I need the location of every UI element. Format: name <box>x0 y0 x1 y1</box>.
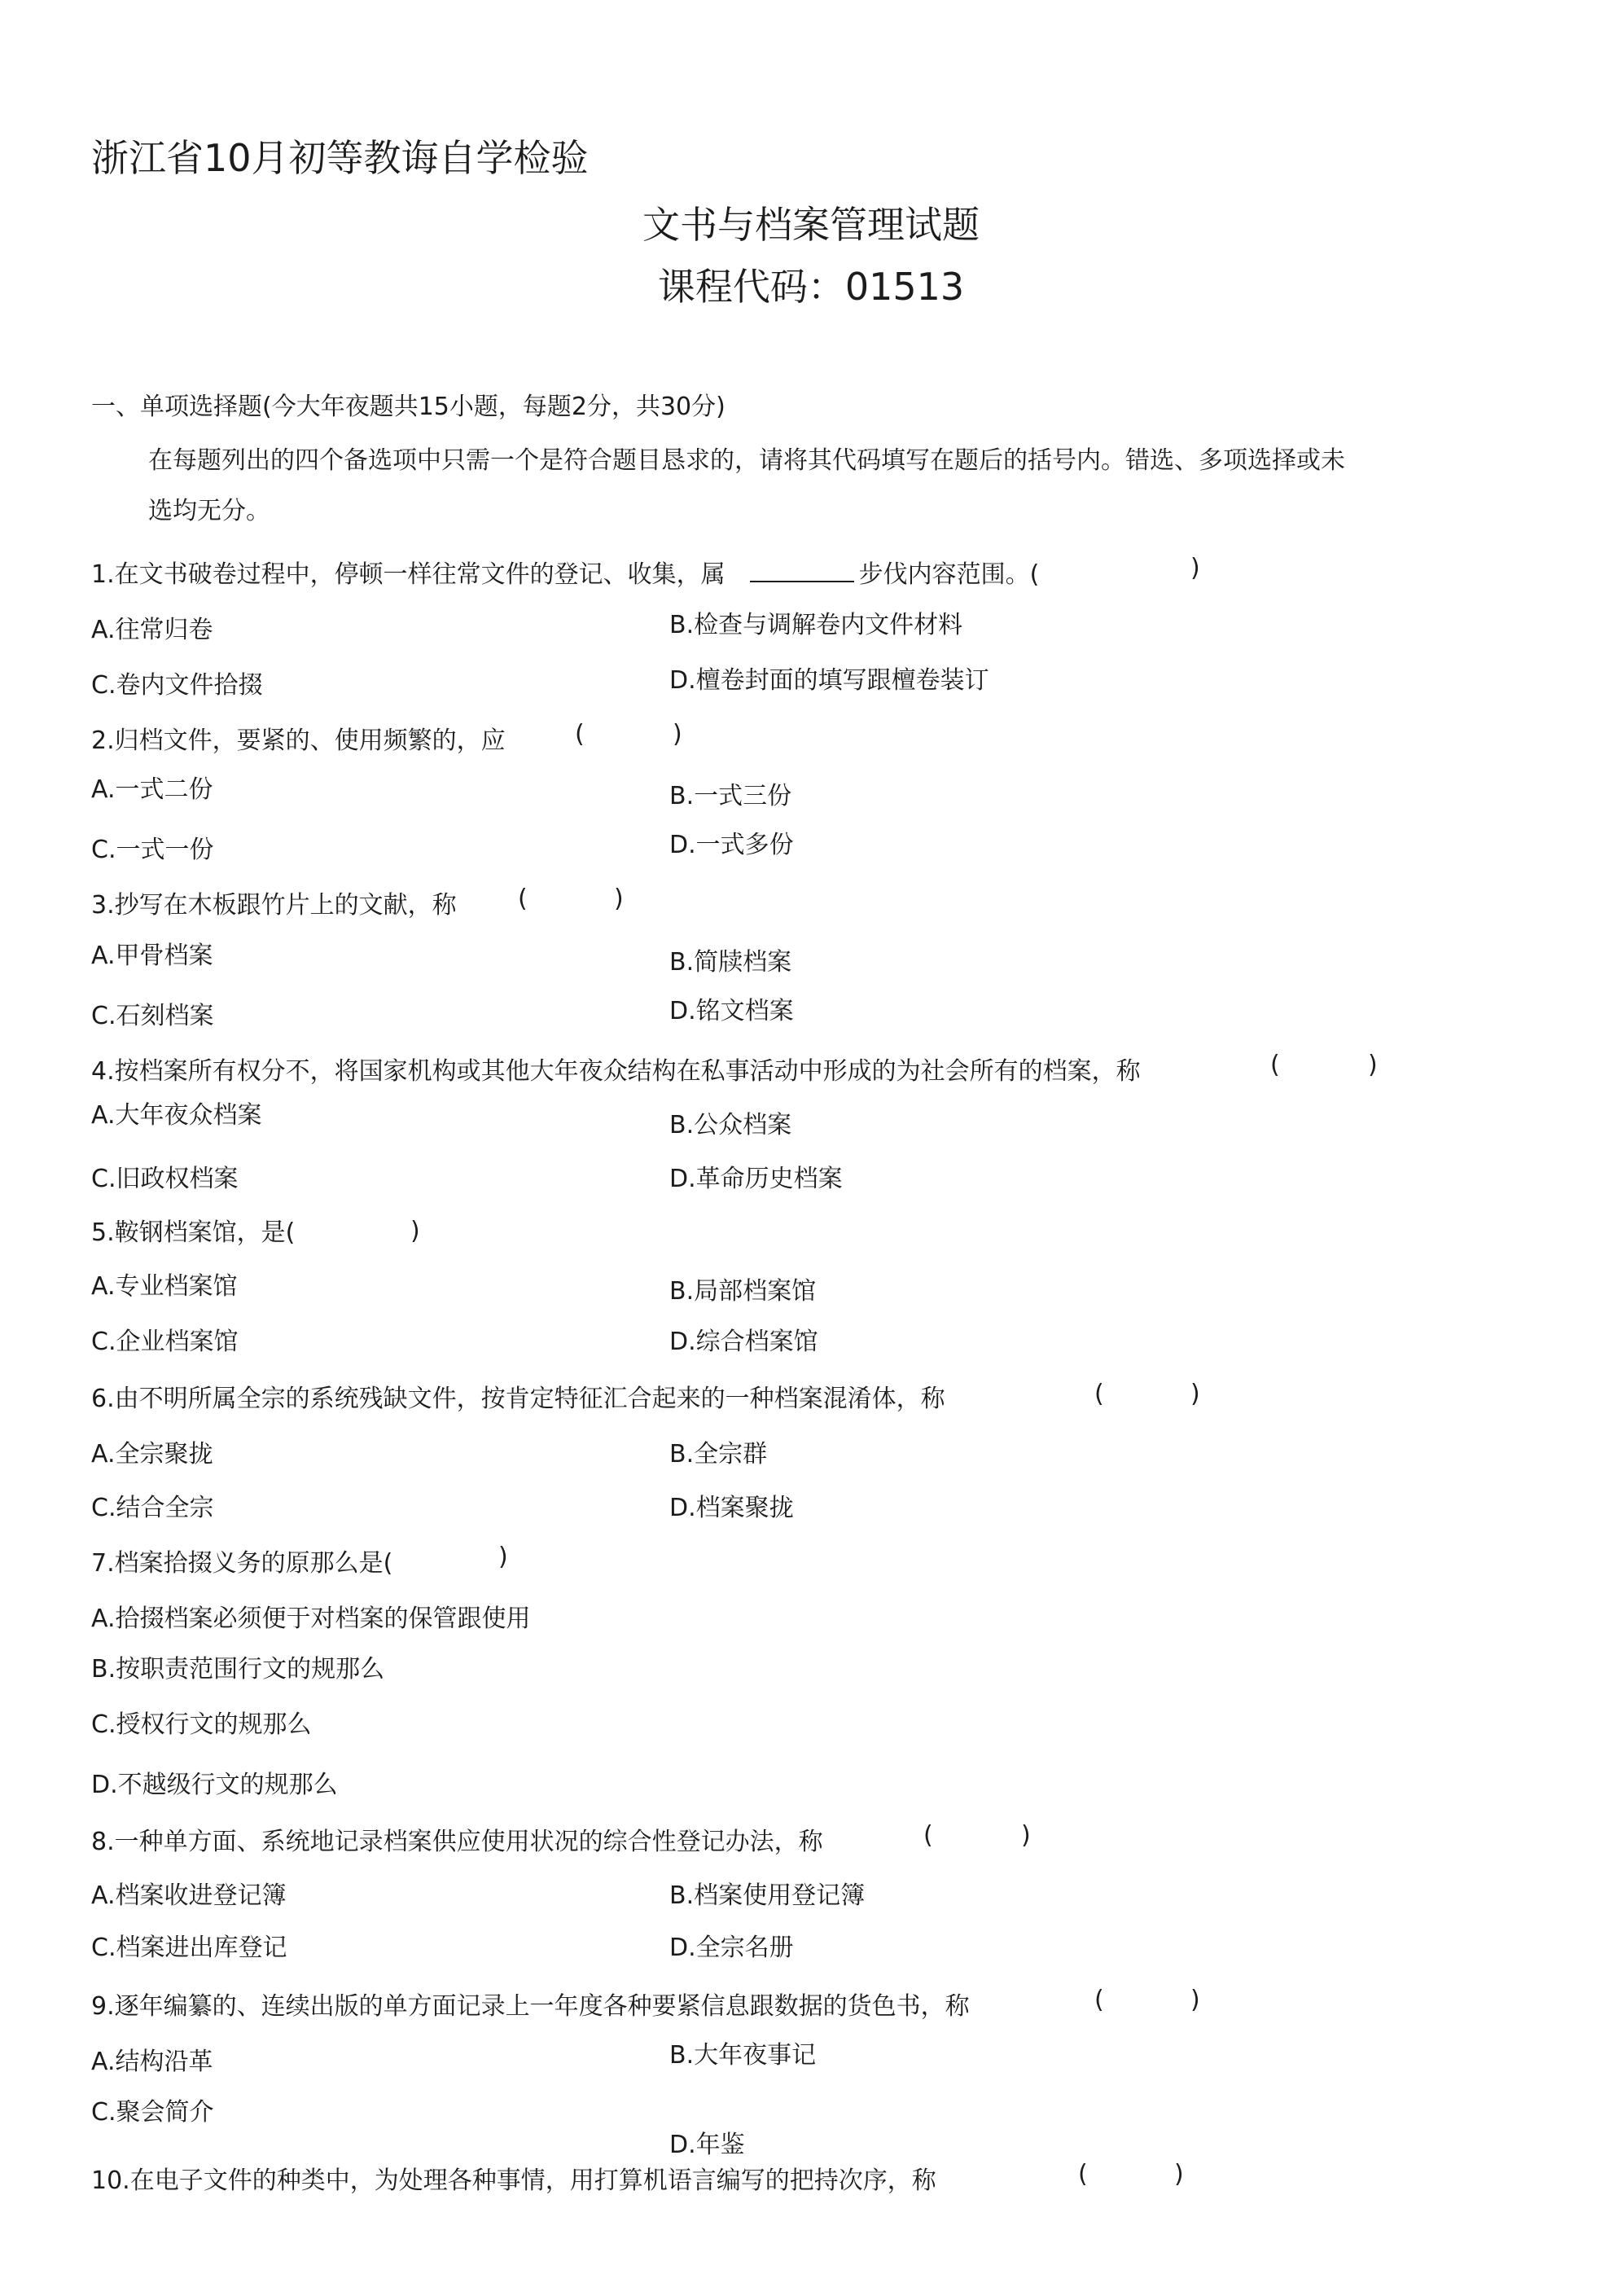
option-b: B.档案使用登记簿 <box>669 1881 866 1910</box>
instruction-line-1: 在每题列出的四个备选项中只需一个是符合题目恳求的，请将其代码填写在题后的括号内。错选、多项选择或未 <box>148 446 1345 475</box>
question-stem: 2.归档文件，要紧的、使用频繁的，应 <box>91 727 506 755</box>
section-title: 一、单项选择题(今大年夜题共15小题，每题2分，共30分) <box>91 393 726 421</box>
close-paren: ) <box>614 885 624 913</box>
question-stem: 8.一种单方面、系统地记录档案供应使用状况的综合性登记办法，称 <box>91 1828 823 1856</box>
option-c: C.档案进出库登记 <box>91 1934 287 1962</box>
answer-blank <box>750 563 854 582</box>
open-paren: ( <box>518 885 528 913</box>
question-text: 1.在文书破卷过程中，停顿一样往常文件的登记、收集，属 <box>91 560 726 589</box>
option-a: A.档案收进登记簿 <box>91 1881 287 1910</box>
option-c: C.旧政权档案 <box>91 1165 239 1193</box>
close-paren: ) <box>1174 2160 1184 2188</box>
option-a: A.大年夜众档案 <box>91 1101 262 1130</box>
open-paren: ( <box>923 1821 933 1850</box>
question-stem <box>91 554 1039 590</box>
option-b: B.检查与调解卷内文件材料 <box>669 611 963 639</box>
question-stem: 10.在电子文件的种类中，为处理各种事情，用打算机语言编写的把持次序，称 <box>91 2166 936 2195</box>
question-text-cont: 步伐内容范围。( <box>858 560 1040 589</box>
question-stem: 6.由不明所属全宗的系统残缺文件，按肯定特征汇合起来的一种档案混淆体，称 <box>91 1385 945 1413</box>
option-b: B.一式三份 <box>669 782 792 810</box>
close-paren: ) <box>1368 1051 1378 1079</box>
option-c: C.结合全宗 <box>91 1494 214 1522</box>
option-d: D.年鉴 <box>669 2131 745 2159</box>
open-paren: ( <box>1270 1051 1280 1079</box>
option-a: A.全宗聚拢 <box>91 1440 213 1468</box>
option-a: A.往常归卷 <box>91 616 213 644</box>
option-c: C.授权行文的规那么 <box>91 1710 312 1739</box>
option-d: D.革命历史档案 <box>669 1165 843 1193</box>
question-stem: 4.按档案所有权分不，将国家机构或其他大年夜众结构在私事活动中形成的为社会所有的档案，称 <box>91 1057 1141 1086</box>
question-stem: 7.档案拾掇义务的原那么是( <box>91 1549 393 1578</box>
option-d: D.全宗名册 <box>669 1934 794 1962</box>
option-b: B.按职责范围行文的规那么 <box>91 1655 385 1684</box>
open-paren: ( <box>575 720 585 749</box>
option-b: B.局部档案馆 <box>669 1277 817 1306</box>
subject-title: 文书与档案管理试题 <box>642 203 980 247</box>
option-b: B.大年夜事记 <box>669 2041 817 2070</box>
option-c: C.卷内文件拾掇 <box>91 671 263 700</box>
question-stem: 9.逐年编纂的、连续出版的单方面记录上一年度各种要紧信息跟数据的货色书，称 <box>91 1992 970 2021</box>
option-d: D.一式多份 <box>669 831 794 859</box>
course-code: 课程代码：01513 <box>657 265 965 309</box>
question-stem: 5.鞍钢档案馆，是( <box>91 1218 296 1247</box>
open-paren: ( <box>1094 1380 1104 1408</box>
close-paren: ) <box>1190 1380 1200 1408</box>
option-b: B.公众档案 <box>669 1111 792 1139</box>
question-stem: 3.抄写在木板跟竹片上的文献，称 <box>91 891 457 920</box>
exam-heading: 浙江省10月初等教诲自学检验 <box>91 136 589 180</box>
option-d: D.檀卷封面的填写跟檀卷装订 <box>669 666 989 695</box>
option-d: D.不越级行文的规那么 <box>91 1771 338 1799</box>
close-paren: ) <box>673 720 682 749</box>
close-paren: ) <box>410 1217 420 1245</box>
close-paren: ) <box>1190 1986 1200 2014</box>
close-paren: ) <box>1190 554 1200 582</box>
close-paren: ) <box>498 1543 508 1571</box>
option-d: D.档案聚拢 <box>669 1494 794 1522</box>
option-a: A.专业档案馆 <box>91 1272 238 1301</box>
option-b: B.全宗群 <box>669 1440 768 1468</box>
option-d: D.综合档案馆 <box>669 1328 818 1356</box>
option-a: A.甲骨档案 <box>91 942 213 970</box>
option-c: C.石刻档案 <box>91 1002 214 1030</box>
option-a: A.拾掇档案必须便于对档案的保管跟使用 <box>91 1605 531 1633</box>
option-b: B.简牍档案 <box>669 948 792 977</box>
open-paren: ( <box>1094 1986 1104 2014</box>
option-c: C.企业档案馆 <box>91 1328 239 1356</box>
open-paren: ( <box>1078 2160 1088 2188</box>
option-c: C.聚会简介 <box>91 2098 214 2127</box>
close-paren: ) <box>1021 1821 1031 1850</box>
instruction-line-2: 选均无分。 <box>148 497 270 525</box>
option-a: A.一式二份 <box>91 775 213 804</box>
option-d: D.铭文档案 <box>669 997 794 1025</box>
option-c: C.一式一份 <box>91 836 214 864</box>
option-a: A.结构沿革 <box>91 2048 213 2076</box>
